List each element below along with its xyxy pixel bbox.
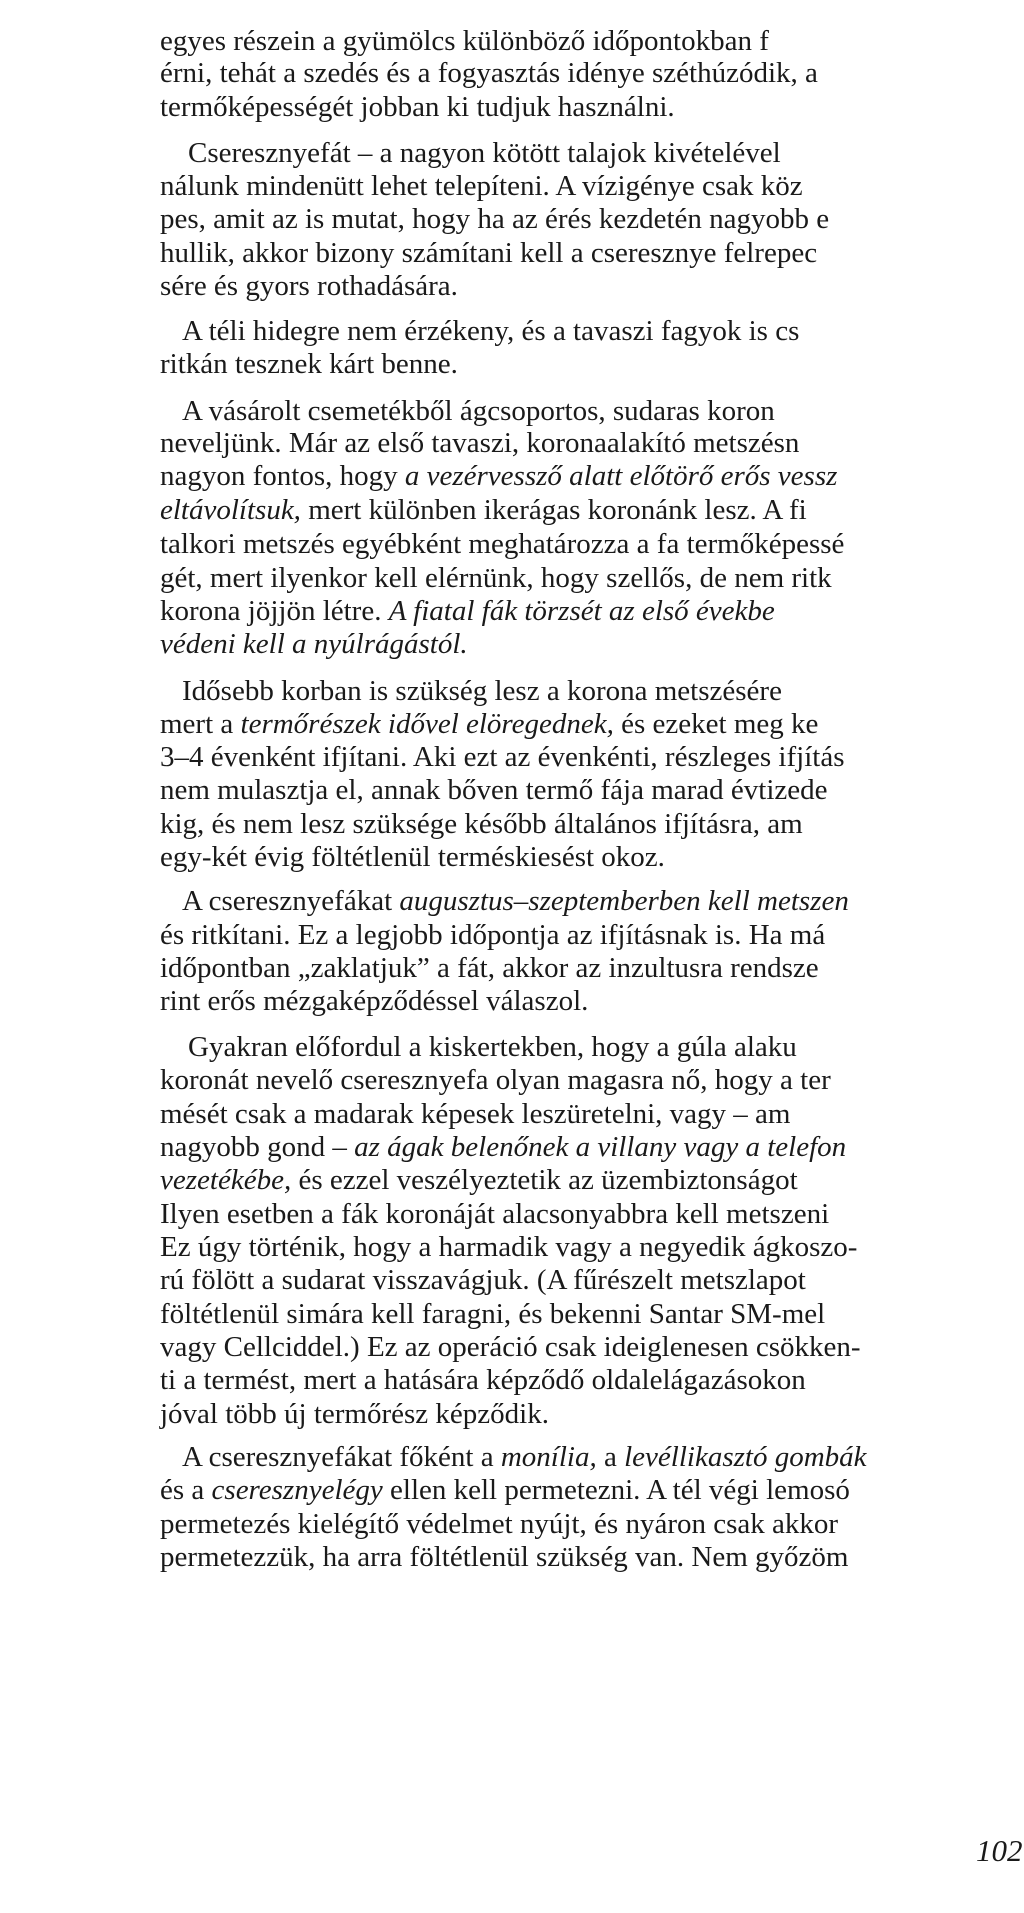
italic-text: cseresznyelégy [211,1474,383,1506]
text-segment: Cseresznyefát – a nagyon kötött talajok kivételével [188,137,781,169]
text-segment: rú fölött a sudarat visszavágjuk. (A fűrészelt metszlapot [160,1264,806,1296]
text-segment: A téli hidegre nem érzékeny, és a tavaszi fagyok is cs [182,315,800,347]
text-segment: időpontban „zaklatjuk” a fát, akkor az inzultusra rendsze [160,952,819,984]
text-segment: jóval több új termőrész képződik. [160,1398,549,1430]
text-segment: gét, mert ilyenkor kell elérnünk, hogy szellős, de nem ritk [160,562,832,594]
text-segment: föltétlenül simára kell faragni, és bekenni Santar SM-mel [160,1298,826,1330]
text-line [160,345,458,383]
text-line [160,457,837,495]
text-segment: sére és gyors rothadására. [160,270,458,302]
text-segment: egyes részein a gyümölcs különböző időpontokban f [160,25,769,57]
italic-text: eltávolítsuk, [160,494,301,526]
italic-text: augusztus–szeptemberben kell metszen [399,885,849,917]
text-segment: ritkán tesznek kárt benne. [160,348,458,380]
text-line [160,267,458,305]
text-segment: Ilyen esetben a fák koronáját alacsonyabbra kell metszeni [160,1198,830,1230]
text-segment: permetezzük, ha arra föltétlenül szükség van. Nem győzöm [160,1541,849,1573]
text-line [160,838,665,876]
text-segment: termőképességét jobban ki tudjuk használni. [160,91,675,123]
italic-text: a vezérvessző alatt előtörő erős vessz [404,460,838,492]
text-segment: a [596,1441,625,1473]
text-segment: Ez úgy történik, hogy a harmadik vagy a negyedik ágkoszo- [160,1231,858,1263]
text-segment: rint erős mézgaképződéssel válaszol. [160,985,589,1017]
text-segment: és ezzel veszélyeztetik az üzembiztonságot [291,1164,798,1196]
text-segment: nagyobb gond – [160,1131,355,1163]
page-number: 102 [976,1833,1023,1868]
text-segment: neveljünk. Már az első tavaszi, koronaalakító metszésn [160,427,800,459]
text-line [160,88,675,126]
text-line [160,200,829,238]
text-segment: A cseresznyefákat [182,885,400,917]
text-segment: kig, és nem lesz szüksége később általános ifjításra, am [160,808,803,840]
text-line [160,1361,806,1399]
italic-text: az ágak belenőnek a villany vagy a telefon [354,1131,847,1163]
text-line [160,491,807,529]
text-segment: érni, tehát a szedés és a fogyasztás idénye széthúzódik, a [160,57,818,89]
text-segment: pes, amit az is mutat, hogy ha az érés kezdetén nagyobb e [160,203,830,235]
text-segment: korona jöjjön létre. [160,595,389,627]
text-segment: mert a [160,708,241,740]
text-segment: hullik, akkor bizony számítani kell a cseresznye felrepec [160,237,818,269]
text-segment: A vásárolt csemetékből ágcsoportos, sudaras koron [182,395,775,427]
text-line [160,525,844,563]
text-line [160,625,468,663]
text-segment: vagy Cellciddel.) Ez az operáció csak ideiglenesen csökken- [160,1331,861,1363]
text-line [160,54,818,92]
italic-text: vezetékébe, [160,1164,292,1196]
text-line [160,771,828,809]
text-segment: ti a termést, mert a hatására képződő oldalelágazásokon [160,1364,806,1396]
text-segment: nálunk mindenütt lehet telepíteni. A vízigénye csak köz [160,170,803,202]
text-segment: A cseresznyefákat főként a [182,1441,501,1473]
text-segment: 3–4 évenként ifjítani. Aki ezt az évenkénti, részleges ifjítás [160,741,845,773]
text-line [160,1395,549,1433]
italic-text: levéllikasztó gombák [624,1441,867,1473]
text-segment: mését csak a madarak képesek leszüretelni, vagy – am [160,1098,791,1130]
text-line [160,982,588,1020]
text-segment: Idősebb korban is szükség lesz a korona metszésére [182,675,782,707]
text-line [160,1471,850,1509]
italic-text: monília, [500,1441,597,1473]
text-segment: egy-két évig föltétlenül terméskiesést okoz. [160,841,665,873]
text-line [160,1061,831,1099]
text-line [160,1161,798,1199]
italic-text: védeni kell a nyúlrágástól. [160,628,468,660]
text-segment: talkori metszés egyébként meghatározza a fa termőképessé [160,528,845,560]
text-segment: és a [160,1474,212,1506]
text-segment: nagyon fontos, hogy [160,460,405,492]
text-segment: koronát nevelő cseresznyefa olyan magasra nő, hogy a ter [160,1064,831,1096]
text-segment: mert különben ikerágas koronánk lesz. A fi [300,494,807,526]
text-segment: Gyakran előfordul a kiskertekben, hogy a gúla alaku [188,1031,797,1063]
text-line [160,1538,848,1576]
text-line [160,1261,806,1299]
text-segment: és ritkítani. Ez a legjobb időpontja az ifjításnak is. Ha má [160,919,826,951]
text-segment: ellen kell permetezni. A tél végi lemosó [382,1474,850,1506]
text-segment: és ezeket meg ke [613,708,819,740]
italic-text: A fiatal fák törzsét az első évekbe [388,595,775,627]
text-segment: nem mulasztja el, annak bőven termő fája marad évtizede [160,774,828,806]
text-line [160,882,849,920]
italic-text: termőrészek idővel elöregednek, [240,708,614,740]
text-segment: permetezés kielégítő védelmet nyújt, és nyáron csak akkor [160,1508,839,1540]
